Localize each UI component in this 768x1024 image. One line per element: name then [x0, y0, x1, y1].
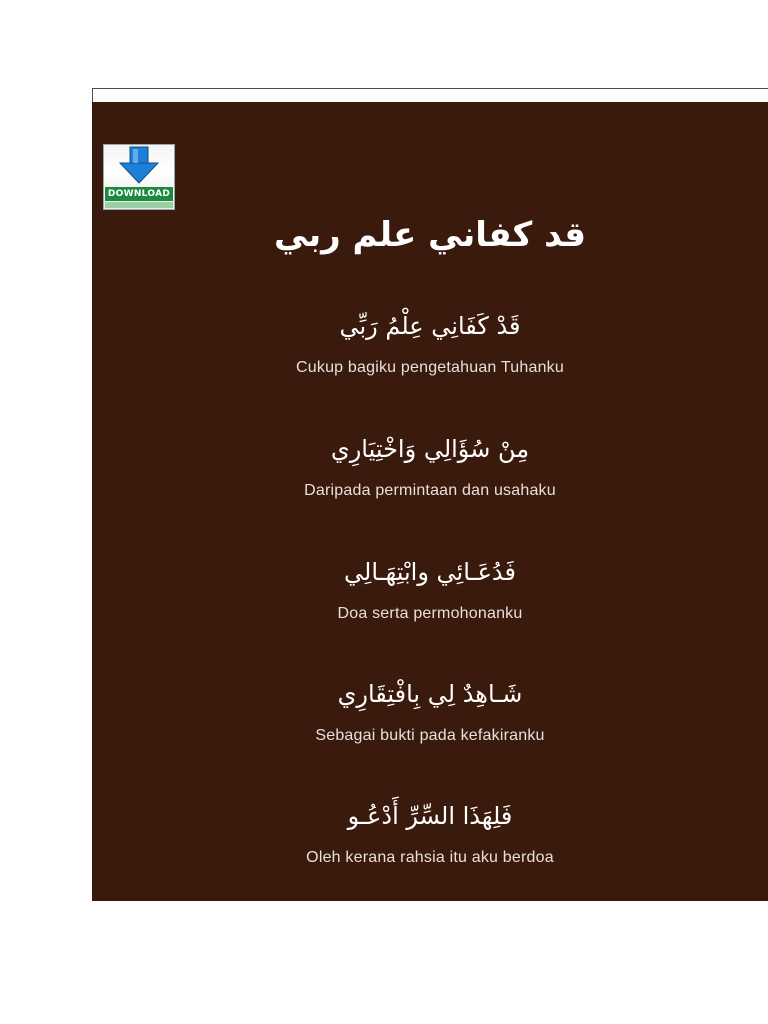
verse-arabic: شَـاهِدٌ لِي بِافْتِقَارِي: [337, 680, 523, 708]
download-label: DOWNLOAD: [105, 187, 173, 201]
document-top-edge: [92, 88, 768, 102]
verse-arabic: فَدُعَـائِي وابْتِهَـالِي: [344, 558, 516, 586]
verse-arabic: فَلِهَذَا السِّرِّ أَدْعُـو: [347, 802, 513, 830]
verse-1: [92, 306, 768, 378]
verse-translation: Daripada permintaan dan usahaku: [304, 482, 556, 499]
verse-4: [92, 674, 768, 746]
verse-translation: Oleh kerana rahsia itu aku berdoa: [306, 849, 554, 866]
verse-translation: Cukup bagiku pengetahuan Tuhanku: [296, 359, 564, 376]
verse-5: [92, 796, 768, 868]
verse-arabic: مِنْ سُؤَالِي وَاخْتِيَارِي: [330, 435, 530, 463]
verse-arabic: قَدْ كَفَانِي عِلْمُ رَبِّي: [339, 312, 521, 340]
download-button[interactable]: [103, 144, 175, 210]
download-label-shadow: [105, 202, 173, 208]
verse-translation: Sebagai bukti pada kefakiranku: [315, 727, 545, 744]
lyrics-panel: [92, 102, 768, 901]
verse-2: [92, 429, 768, 501]
verse-translation: Doa serta permohonanku: [337, 605, 523, 622]
download-arrow-icon: [104, 145, 174, 187]
verse-3: [92, 552, 768, 624]
song-title: قد كفاني علم ربي: [273, 215, 587, 255]
